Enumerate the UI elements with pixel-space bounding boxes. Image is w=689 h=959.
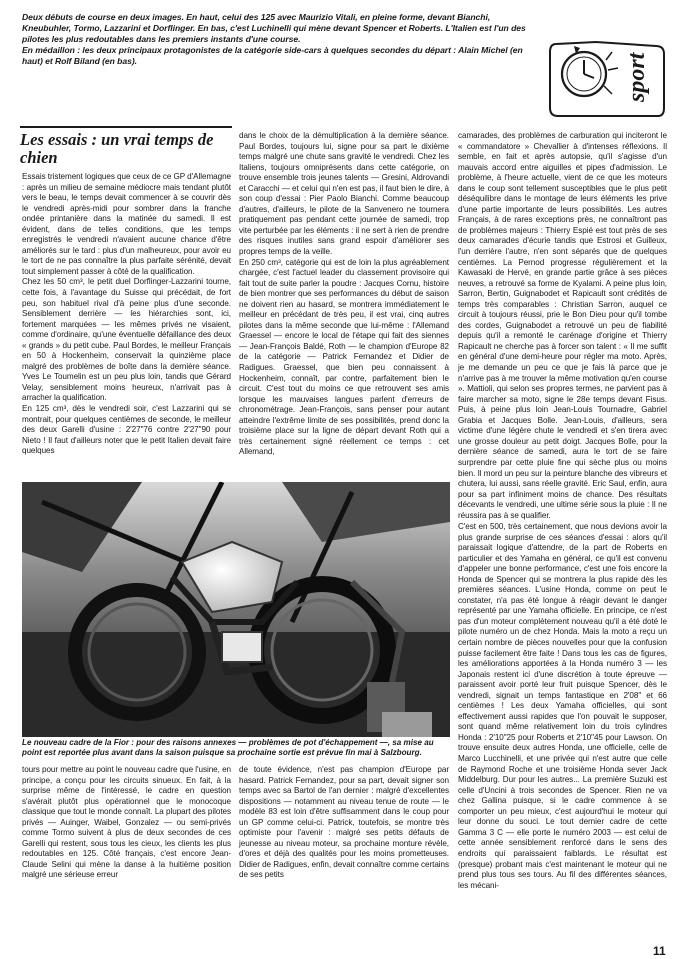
sport-badge-icon [546, 38, 668, 120]
article-column-3-continued [458, 522, 667, 891]
column-2-paragraph: En 250 cm³, catégorie qui est de loin la plus agréablement chargée, c'est l'actuel leader du classement provisoire qui fait tout de suite parler la poudre : Jacques Cornu, histoire de bien montrer que ses performances du début de saison ne doivent rien au hasard, se montrera immédiatement le meilleur en précédant de très peu, il est vrai, cinq autres pilotes dans la même seconde que lui-même : l'Allemand Graessel — encore le local de l'étape qui fait des siennes — Jean-François Baldé, Roth — le champion d'Europe 82 de la catégorie — Patrick Fernandez et Didier de Radigues. Graessel, que bien peu connaissent à Hockenheim, connaît, par contre, parfaitement bien le circuit. C'est tout du moins ce que retrouvent ses amis lorsque les mauvaises langues parlent d'erreurs de chronométrage. Jean-François, sans penser pour autant atteindre l'extrême limite de ses possibilités, prend donc la troisième place sur la ligne de départ devant Roth qui a très certainement signé réellement ce temps : cet Allemand, [239, 257, 449, 457]
column-1-paragraph: Essais tristement logiques que ceux de ce GP d'Allemagne : après un milieu de semaine médiocre mais tendant plutôt vers le beau, le temps devait commencer à se couvrir dès le vendredi après-midi pour sombrer dans la franche ondée printanière dans la matinée du samedi. Il est évident, dans de telles conditions, que les temps enregistrés le vendredi n'avaient aucune chance d'être améliorés sur le tard : plus d'un malheureux, pour avoir eu le tort de ne pas connaître la plus parfaite sérénité, devait tout simplement passer à côté de la qualification. [22, 172, 231, 276]
article-column-1 [22, 172, 231, 457]
column-1-paragraph: Chez les 50 cm³, le petit duel Dorflinger-Lazzarini tourne, cette fois, à l'avantage du Suisse qui précédait, de fort peu, son habituel rival d'à peine plus d'une seconde. Sensiblement derrière — les hiérarchies sont, ici, fortement marquées — les mêmes privés ne visaient, comme d'ordinaire, qu'une éventuelle défaillance des deux « grands » du petit cube. Paul Bordes, le meilleur Français en 50 à Hockenheim, conservait la quinzième place malgré des problèmes de boîte dans la dernière séance. Yves Le Toumelin est un peu plus loin, tandis que Gérard Velay, sensiblement moins heureux, n'arrivait pas à arracher la qualification. [22, 277, 231, 403]
column-2-paragraph: dans le choix de la démultiplication à la dernière séance. Paul Bordes, toujours lui, signe pour sa part le dixième temps malgré une chute sans gravité le vendredi. Chez les Italiens, toujours omniprésents dans cette catégorie, on trouve ensemble trois jeunes talents — Gresini, Aldrovandi et Caracchi — et celui qui n'en est pas, il faut bien le dire, à son coup d'essai : Pier Paolo Bianchi. Comme beaucoup d'autres, d'ailleurs, le pilote de la Sanvenero ne tournera pratiquement pas pendant cette journée de samedi, trop vite perturbée par les éléments : il ne sert à rien de prendre des risques inutiles sans grand espoir d'améliorer ses propres temps de la veille. [239, 131, 449, 257]
headline-text: Les essais : un vrai temps de chien [20, 130, 214, 167]
column-3-paragraph: C'est en 500, très certainement, que nous devions avoir la plus grande surprise de ces séances d'essai : alors qu'il paraissait logique d'attendre, de la part de Roberts en particulier et des Yamaha en général, ce qu'il est convenu d'appeler une bonne performance, c'est une fois encore la Honda de Spencer qui se montrera la plus rapide dès les premières séances. L'usine Honda, comme on peut le constater, n'a pas été longue à réagir devant le danger représenté par une Yamaha officielle. En principe, ce n'est pas d'un moteur complètement nouveau qu'il a été doté le pilote numéro un de chez Honda. Mais la moto a reçu un certain nombre de pièces nouvelles pour que la confusion puisse facilement être faite ! Dans tous les cas de figures, les améliorations apportées à la Honda numéro 3 — les Japonais restent ici d'une discrétion à toute épreuve — paraissent avoir porté leur fruit puisque Spencer, dès le vendredi, signait un temps fantastique en 2'08" et 66 centièmes ! Les deux Yamaha officielles, qui sont effectivement aussi rapides que l'on pouvait le supposer, sont quand même relativement loin du trois cylindres Honda : 2'10"25 pour Roberts et 2'10"45 pour Lawson. On trouve ensuite deux autres Honda, une officielle, celle de Marco Lucchinelli, et une privée qui n'est autre que celle de Raymond Roche et une troisième Honda sever Jack Middelburg. Dur pour les autres... La première Suzuki est celle d'Uncini à trois secondes de Spencer. Rien ne va chez Gallina puisque, si le cadre commence à se comporter un peu mieux, c'est aujourd'hui le moteur qui leur donne du souci. Le tout dernier cadre de cette Gamma 3 C — elle porte le numéro 2003 — est celui de cette année sensiblement renforcé dans le sens des endroits qui paraissaient faiblards. Le résultat est (presque) probant mais c'est maintenant le moteur qui ne prend plus tous ses tours. Au fil des différentes séances, les mécani- [458, 522, 667, 890]
intro-paragraph-1: Deux débuts de course en deux images. En haut, celui des 125 avec Maurizio Vitali, en pleine forme, devant Bianchi, Kneubuhler, Tormo, Lazzarini et Dorflinger. En bas, c'est Luchinelli qui mène devant Spencer et Roberts. L'Italien est l'un des pilotes les plus redoutables dans les premiers instants d'une course. [22, 12, 526, 45]
column-1-paragraph: En 125 cm³, dès le vendredi soir, c'est Lazzarini qui se montrait, pour quelques centièmes de seconde, le meilleur des deux Garelli d'usine : 2'27"76 contre 2'27"90 pour Nieto ! Il faut d'ailleurs noter que le petit Italien devait faire quelques [22, 404, 231, 456]
article-column-1-continued [22, 765, 231, 881]
intro-paragraph-2: En médaillon : les deux principaux protagonistes de la catégorie side-cars à quelques secondes du départ : Alain Michel (en haut) et Rolf Biland (en bas). [22, 45, 523, 67]
intro-caption [22, 12, 530, 67]
page-number: 11 [653, 944, 666, 958]
article-column-2-continued [239, 765, 449, 881]
article-headline [20, 131, 232, 166]
sport-badge-label: sport [624, 52, 650, 102]
article-column-3 [458, 131, 667, 521]
column-3-paragraph: camarades, des problèmes de carburation qui inciteront le « commandatore » Chevallier à d'intenses réflexions. Il semble, en fait et après autopsie, qu'il s'agisse d'un mauvais accord entre aiguilles et pipes d'admission. Le problème, à l'heure actuelle, vient de ce que les moteurs dans le coup sont tellement susceptibles que le plus petit déséquilibre dans le montage de leurs éléments les prive d'une partie importante de leurs possibilités. Les autres Français, à de rares exceptions près, ne connaîtront pas de problèmes majeurs : Thierry Espié est tout près de ses deux camarades d'écurie tandis que Estrosi et Guilleux, l'un derrière l'autre, n'en sont séparés que de quelques centièmes. La Pernod progresse régulièrement et la Kawasaki de Hervé, en grande partie grâce à ses pièces neuves, a retrouvé sa forme de Kyalami. A peine plus loin, Sarron, Bertin, Guignabodet et Rapicault sont crédités de temps très comparables : Christian Sarron, auquel ce circuit à toujours réussi, prie le Bon Dieu pour qu'il tombe des cordes, Guignabodet a retrouvé un peu de fiabilité depuis qu'il a remonté le carénage d'origine et Thierry Rapicault ne cherche pas à forcer son talent : « Il me suffit en général d'une demi-heure pour régler ma moto. Après, je me demande un peu ce que je fais là parce que je n'arrive pas à me trouver la même motivation qu'en course ». Mattioli, qui selon ses propres termes, ne parvient pas à faire marcher sa moto, signe le 28e temps devant Fisus. Puis, à peine plus loin Jean-Louis Tournadre, Gabriel Grabia et Jacques Bolle. Jean-Louis, d'ailleurs, sera victime d'une légère chute le vendredi et s'en tirera avec une grosse douleur au petit doigt. Jacques Bolle, pour la dernière séance de samedi, aura le tort de se faire surprendre par cette pluie fine qui sèche plus ou moins bien. Il mord un peu sur la peinture blanche des vibreurs et chutera, lui aussi, sans réelle gravité. Eric Saul, enfin, aura pour sa part infiniment moins de chance. Des résultats décevants le vendredi, une ultime série sous la pluie : Il ne réussira pas à se qualifier. [458, 131, 667, 520]
article-column-2 [239, 131, 449, 458]
column-1-paragraph: tours pour mettre au point le nouveau cadre que l'usine, en principe, a conçu pour les circuits sinueux. En fait, à la surprise même de l'intéressé, le cadre en question s'avérait plutôt plus opérationnel que le monocoque classique que tout le monde connaît. La plupart des pilotes privés — Auinger, Waibel, Gonzalez — ou semi-privés comme Tormo suivent à plus de deux secondes de ces Garelli qui restent, sous tous les cieux, les clients les plus redoutables en 125. Côté français, c'est encore Jean-Claude Selini qui mène la danse à la huitième position malgré une sérieuse erreur [22, 765, 231, 880]
column-2-paragraph: de toute évidence, n'est pas champion d'Europe par hasard. Patrick Fernandez, pour sa part, devait signer son temps avec sa Bartol de l'an dernier : malgré d'excellentes dispositions — notamment au niveau tenue de route — le modèle 83 est loin d'être suffisamment dans le coup pour un GP comme celui-ci. Patrick, toutefois, se montre très optimiste pour l'avenir : malgré ses petits défauts de jeunesse au niveau moteur, sa prochaine monture révèle, d'ores et déjà des qualités pour les moins prometteuses. Didier de Radigues, enfin, devait connaître comme certains de ses petits [239, 765, 449, 880]
motorcycle-frame-photo [22, 482, 450, 737]
photo-caption: Le nouveau cadre de la Fior : pour des raisons annexes — problèmes de pot d'échappement —, sa mise au point est reportée plus avant dans la saison puisque sa prochaine sortie est prévue fin mai à Salzbourg. [22, 738, 434, 758]
headline-rule [20, 126, 232, 128]
